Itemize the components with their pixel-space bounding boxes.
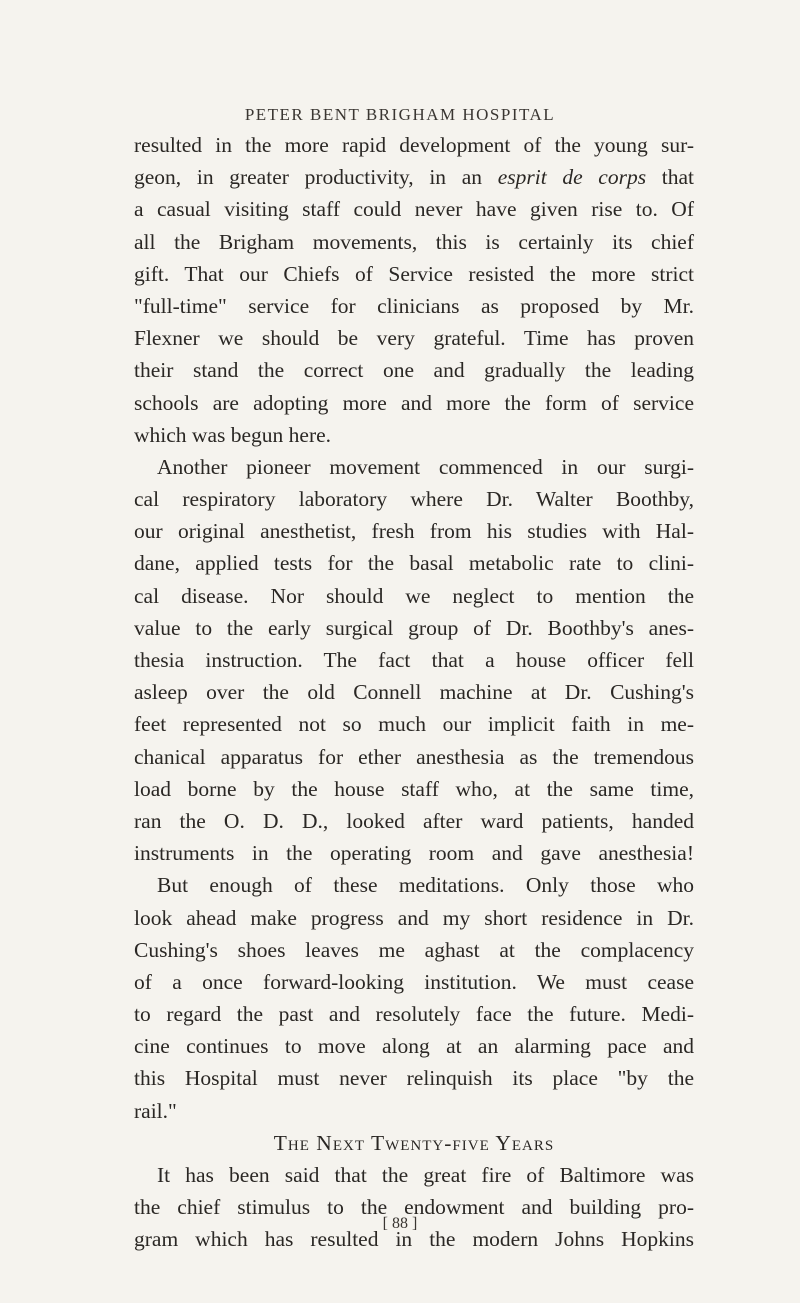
text-line: resulted in the more rapid development of the young sur-: [134, 133, 694, 157]
text-line: cine continues to move along at an alarming pace and: [134, 1034, 694, 1059]
italic-phrase: esprit de corps: [497, 165, 647, 190]
text-line: all the Brigham movements, this is certainly its chief: [134, 229, 694, 254]
page-number: [ 88 ]: [382, 1215, 418, 1232]
text-line: load borne by the house staff who, at the same time,: [134, 776, 694, 801]
running-head: PETER BENT BRIGHAM HOSPITAL: [244, 105, 556, 124]
text-line: their stand the correct one and gradually the leading: [134, 358, 694, 383]
text-line: thesia instruction. The fact that a house officer fell: [134, 648, 694, 672]
text-line: geon, in greater productivity, in an esprit de corps that: [134, 165, 694, 190]
text-line: value to the early surgical group of Dr. Boothby's anes-: [134, 615, 694, 640]
text-line: feet represented not so much our implicit faith in me-: [134, 712, 694, 737]
text-line: to regard the past and resolutely face the future. Medi-: [134, 1002, 694, 1027]
text-line: look ahead make progress and my short residence in Dr.: [134, 905, 694, 930]
text-line: asleep over the old Connell machine at Dr. Cushing's: [134, 680, 694, 705]
text-line: But enough of these meditations. Only those who: [157, 873, 694, 898]
text-line: Flexner we should be very grateful. Time has proven: [134, 326, 694, 351]
text-line: of a once forward-looking institution. We must cease: [134, 969, 694, 994]
body-text: [134, 129, 694, 1256]
text-line: cal respiratory laboratory where Dr. Walter Boothby,: [134, 487, 694, 512]
text-line: the chief stimulus to the endowment and building pro-: [134, 1195, 694, 1220]
text-line: instruments in the operating room and gave anesthesia!: [134, 841, 694, 866]
text-line: "full-time" service for clinicians as proposed by Mr.: [134, 293, 694, 318]
text-line: ran the O. D. D., looked after ward patients, handed: [134, 808, 694, 833]
text-line: dane, applied tests for the basal metabolic rate to clini-: [134, 551, 694, 576]
text-line: this Hospital must never relinquish its place "by the: [134, 1066, 694, 1091]
text-line: schools are adopting more and more the form of service: [134, 390, 694, 415]
text-line: rail.": [134, 1098, 177, 1123]
text-line: a casual visiting staff could never have given rise to. Of: [134, 197, 694, 222]
text-line: Another pioneer movement commenced in our surgi-: [157, 454, 694, 479]
text-line: It has been said that the great fire of Baltimore was: [157, 1163, 694, 1187]
text-line: gift. That our Chiefs of Service resisted the more strict: [134, 261, 694, 286]
section-heading: The Next Twenty-five Years: [273, 1130, 555, 1155]
text-line: cal disease. Nor should we neglect to mention the: [134, 583, 694, 608]
text-line: gram which has resulted in the modern Johns Hopkins: [134, 1227, 694, 1252]
text-line: Cushing's shoes leaves me aghast at the complacency: [134, 937, 694, 962]
text-line: chanical apparatus for ether anesthesia as the tremendous: [134, 744, 694, 769]
text-line: our original anesthetist, fresh from his studies with Hal-: [134, 519, 694, 544]
text-line: which was begun here.: [134, 422, 332, 447]
